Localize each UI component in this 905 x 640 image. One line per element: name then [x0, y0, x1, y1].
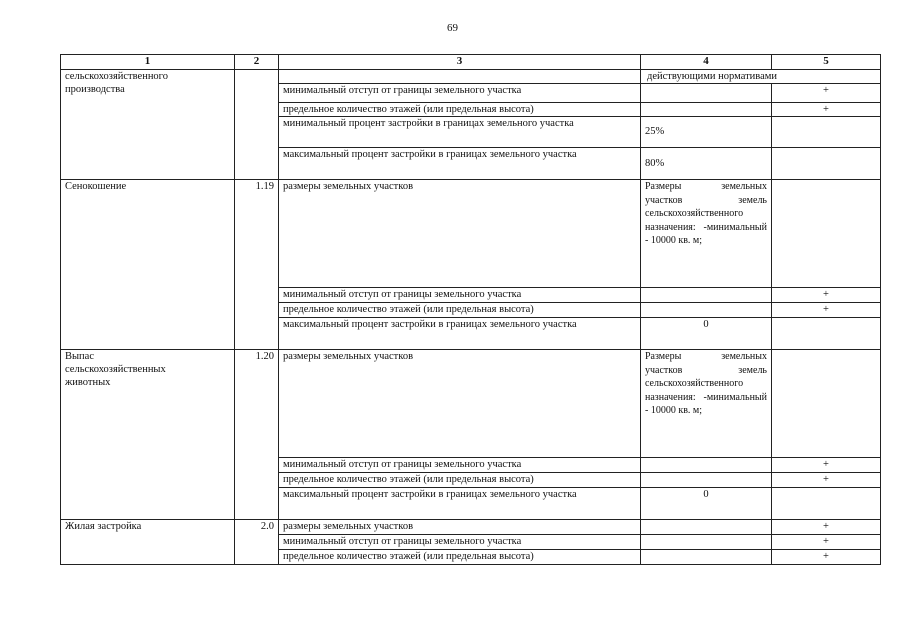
value-cell: 0	[641, 318, 772, 350]
value-cell: Размеры земельных участков земель сельскохозяйственного назначения: -минимальный - 10000 кв. м;	[641, 180, 772, 288]
parameter-cell: минимальный процент застройки в границах земельного участка	[279, 117, 641, 148]
value-cell: 80%	[641, 148, 772, 180]
column-header: 2	[235, 55, 279, 70]
parameter-cell: минимальный отступ от границы земельного участка	[279, 535, 641, 550]
column-header: 1	[61, 55, 235, 70]
parameter-cell	[279, 69, 641, 83]
value-cell	[641, 473, 772, 488]
land-use-code: 1.20	[235, 350, 279, 520]
column-header: 3	[279, 55, 641, 70]
parameter-cell: предельное количество этажей (или предельная высота)	[279, 102, 641, 116]
parameter-cell: максимальный процент застройки в границах земельного участка	[279, 318, 641, 350]
value-cell	[641, 288, 772, 303]
value-cell	[641, 550, 772, 565]
mark-cell	[772, 488, 881, 520]
mark-cell: +	[772, 473, 881, 488]
parameter-cell: размеры земельных участков	[279, 350, 641, 458]
mark-cell: +	[772, 458, 881, 473]
land-use-name: сельскохозяйственного производства	[61, 69, 235, 179]
parameter-cell: предельное количество этажей (или предельная высота)	[279, 303, 641, 318]
mark-cell: +	[772, 288, 881, 303]
column-header: 5	[772, 55, 881, 70]
table-row	[61, 180, 881, 288]
value-cell: 0	[641, 488, 772, 520]
land-use-name: Жилая застройка	[61, 520, 235, 565]
table-header-row	[61, 55, 881, 70]
mark-cell	[772, 350, 881, 458]
page-number: 69	[447, 22, 458, 34]
mark-cell	[772, 148, 881, 180]
table-row	[61, 520, 881, 535]
value-cell	[641, 83, 772, 102]
land-use-code	[235, 69, 279, 179]
mark-cell: +	[772, 550, 881, 565]
land-use-code: 1.19	[235, 180, 279, 350]
table-row	[61, 69, 881, 83]
parameter-cell: предельное количество этажей (или предельная высота)	[279, 473, 641, 488]
value-cell	[641, 535, 772, 550]
value-cell	[641, 458, 772, 473]
value-cell	[641, 102, 772, 116]
mark-cell	[772, 117, 881, 148]
parameter-cell: максимальный процент застройки в границах земельного участка	[279, 148, 641, 180]
parameter-cell: минимальный отступ от границы земельного участка	[279, 288, 641, 303]
value-cell: Размеры земельных участков земель сельскохозяйственного назначения: -минимальный - 10000 кв. м;	[641, 350, 772, 458]
mark-cell: +	[772, 303, 881, 318]
land-use-code: 2.0	[235, 520, 279, 565]
mark-cell: +	[772, 83, 881, 102]
mark-cell: +	[772, 535, 881, 550]
value-cell	[641, 520, 772, 535]
mark-cell: +	[772, 102, 881, 116]
value-cell: 25%	[641, 117, 772, 148]
parameter-cell: минимальный отступ от границы земельного участка	[279, 83, 641, 102]
parameter-cell: максимальный процент застройки в границах земельного участка	[279, 488, 641, 520]
table-row	[61, 350, 881, 458]
parameter-cell: размеры земельных участков	[279, 180, 641, 288]
parameter-cell: минимальный отступ от границы земельного участка	[279, 458, 641, 473]
parameter-cell: предельное количество этажей (или предельная высота)	[279, 550, 641, 565]
parameter-cell: размеры земельных участков	[279, 520, 641, 535]
column-header: 4	[641, 55, 772, 70]
mark-cell	[772, 318, 881, 350]
regulations-table	[60, 54, 881, 565]
value-cell	[641, 303, 772, 318]
mark-cell: +	[772, 520, 881, 535]
land-use-name: Сенокошение	[61, 180, 235, 350]
mark-cell	[772, 180, 881, 288]
value-cell: действующими нормативами	[641, 69, 881, 83]
land-use-name: Выпас сельскохозяйственных животных	[61, 350, 235, 520]
